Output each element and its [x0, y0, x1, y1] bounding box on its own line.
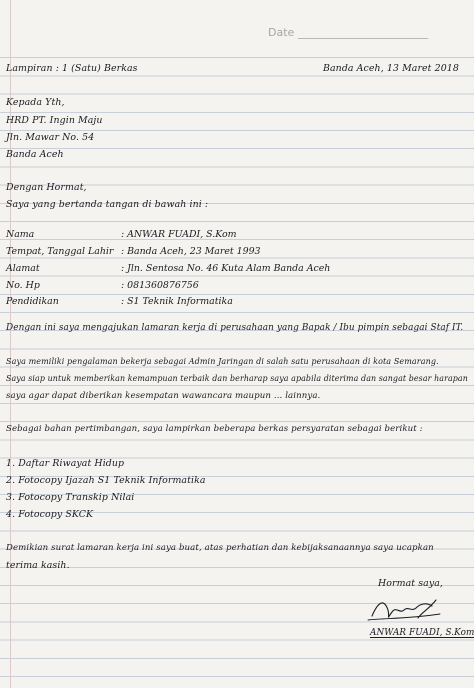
detail-label: Alamat [6, 263, 40, 274]
signoff: Hormat saya, [378, 578, 443, 589]
detail-value: : S1 Teknik Informatika [121, 296, 233, 307]
signature-mark [366, 592, 446, 626]
recipient-line: Kepada Yth, [6, 97, 65, 108]
date-label: Date [268, 26, 295, 39]
detail-label: Pendidikan [6, 296, 59, 307]
signatory-name: ANWAR FUADI, S.Kom [370, 628, 474, 638]
detail-row [6, 246, 466, 260]
paragraph-experience-line: saya agar dapat diberikan kesempatan wawancara maupun ... lainnya. [6, 391, 321, 401]
paragraph-consideration: Sebagai bahan pertimbangan, saya lampirkan beberapa berkas persyaratan sebagai berikut : [6, 424, 423, 434]
recipient-line: HRD PT. Ingin Maju [6, 115, 103, 126]
attachment-item: 3. Fotocopy Transkip Nilai [6, 492, 135, 503]
closing-line: terima kasih. [6, 560, 70, 571]
detail-label: Nama [6, 229, 35, 240]
detail-label: No. Hp [6, 280, 40, 291]
detail-row [6, 280, 466, 294]
detail-value: : 081360876756 [121, 280, 199, 291]
greeting: Dengan Hormat, [6, 182, 87, 193]
intro-line: Saya yang bertanda tangan di bawah ini : [6, 199, 209, 210]
paragraph-experience-line: Saya siap untuk memberikan kemampuan terbaik dan berharap saya apabila diterima dan sangat besar harapan [6, 374, 468, 383]
place-date: Banda Aceh, 13 Maret 2018 [323, 63, 459, 74]
attachment-item: 2. Fotocopy Ijazah S1 Teknik Informatika [6, 475, 206, 486]
attachment-item: 4. Fotocopy SKCK [6, 509, 94, 520]
paper-header [0, 0, 474, 46]
detail-value: : ANWAR FUADI, S.Kom [121, 229, 237, 240]
detail-row [6, 296, 466, 310]
detail-value: : Banda Aceh, 23 Maret 1993 [121, 246, 261, 257]
attachment-item: 1. Daftar Riwayat Hidup [6, 458, 125, 469]
detail-value: : Jln. Sentosa No. 46 Kuta Alam Banda Aceh [121, 263, 331, 274]
paragraph-experience-line: Saya memiliki pengalaman bekerja sebagai Admin Jaringan di salah satu perusahaan di kota Semarang. [6, 357, 439, 366]
closing-line: Demikian surat lamaran kerja ini saya buat, atas perhatian dan kebijaksanaannya saya ucapkan [6, 543, 434, 553]
detail-row [6, 263, 466, 277]
detail-label: Tempat, Tanggal Lahir [6, 246, 114, 257]
detail-row [6, 229, 466, 243]
paragraph-application: Dengan ini saya mengajukan lamaran kerja di perusahaan yang Bapak / Ibu pimpin sebagai Staf IT. [6, 323, 464, 333]
attachment-line: Lampiran : 1 (Satu) Berkas [6, 63, 138, 74]
recipient-line: Banda Aceh [6, 149, 64, 160]
recipient-line: Jln. Mawar No. 54 [6, 132, 95, 143]
date-line [298, 38, 428, 39]
